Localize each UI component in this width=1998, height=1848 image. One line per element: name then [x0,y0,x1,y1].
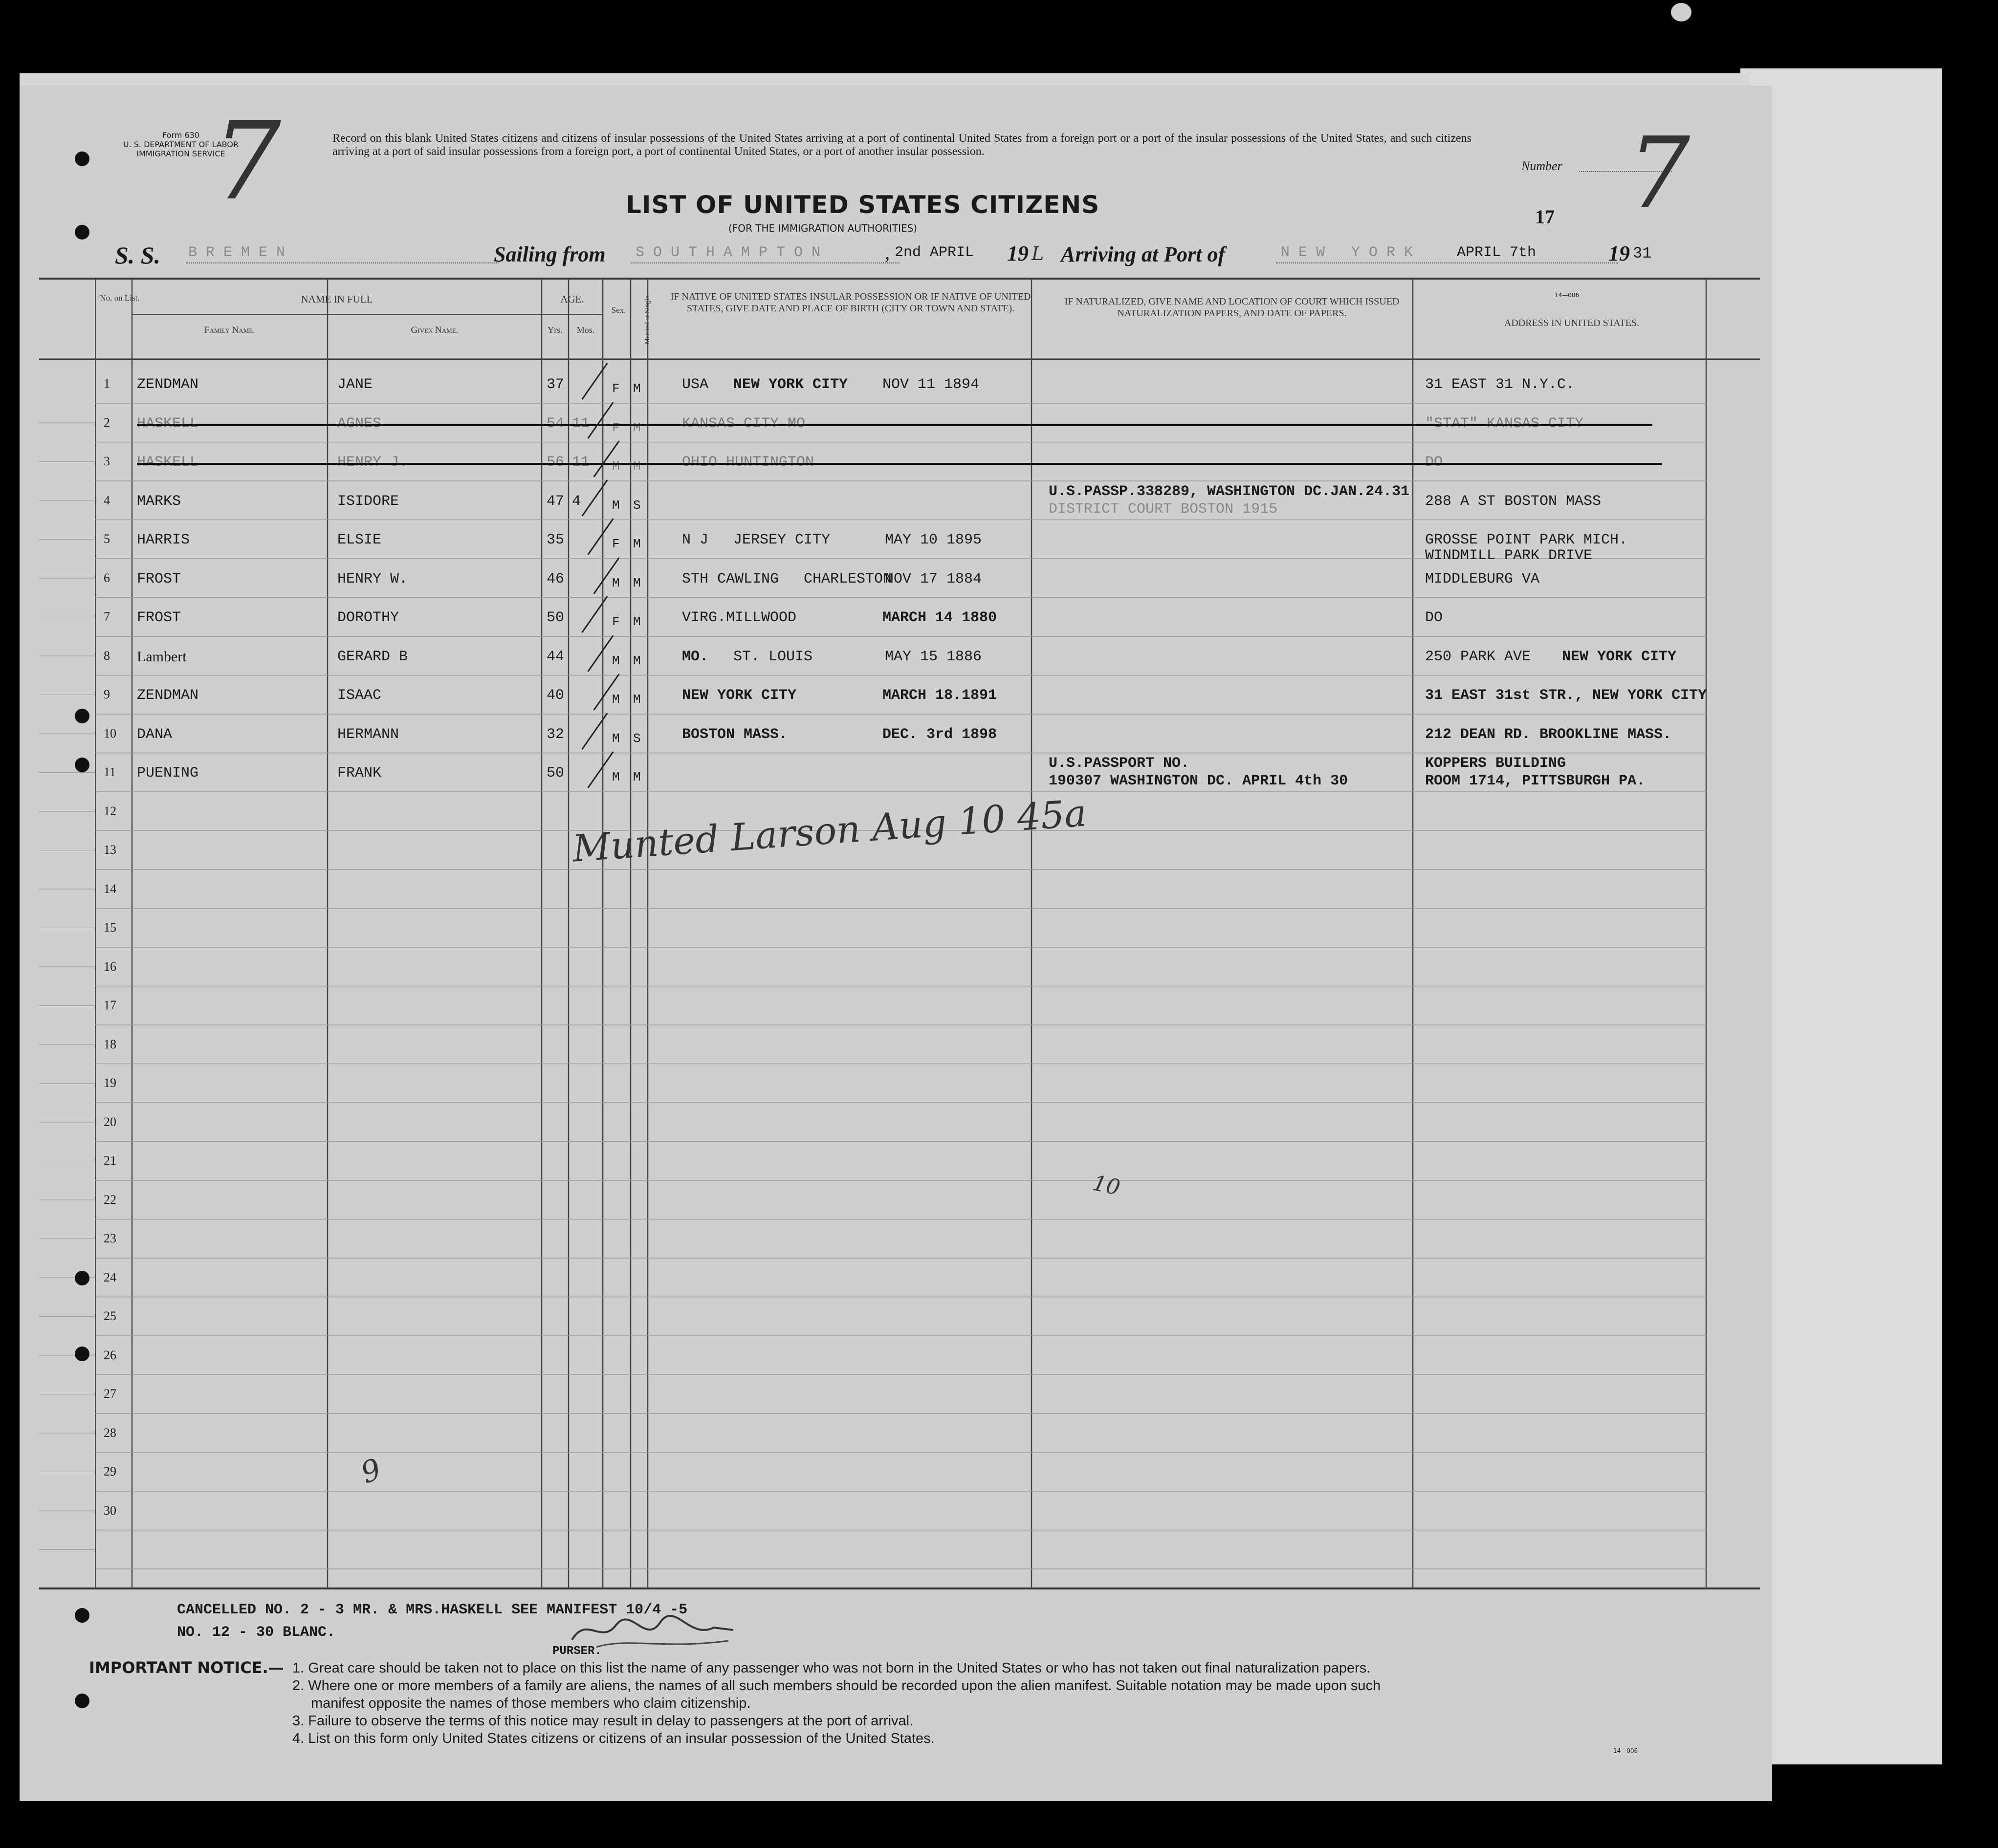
row-number: 24 [104,1270,116,1284]
address: KOPPERS BUILDING [1425,755,1566,772]
given-name: DOROTHY [337,609,399,626]
header-birth: IF NATIVE OF UNITED STATES INSULAR POSSESSION OR IF NATIVE OF UNITED STATES, GIVE DATE AND PLACE OF BIRTH (CITY OR TOWN AND STATE). [670,291,1031,314]
family-name: HASKELL [137,454,199,471]
instructions-text: Record on this blank United States citizens and citizens of insular possessions of the United States arriving at a port of continental United States from a foreign port or a port of the insular possessions of the United States, and such citizens arriving at a port of said insular possessions from a foreign port, a port of continental United States, or a port of another insular possession. [332,132,1471,158]
family-name: ZENDMAN [137,376,199,393]
check-mark [587,751,614,788]
address: 288 A ST BOSTON MASS [1425,493,1602,510]
sailing-label: Sailing from [494,242,606,266]
comma-1: , [885,241,890,263]
family-name: HARRIS [137,532,190,548]
row-number: 29 [104,1464,116,1478]
family-name: FROST [137,609,181,626]
row-number: 15 [104,920,116,935]
marital-status: M [633,381,641,396]
row-number: 26 [104,1348,116,1362]
notice-2: 2. Where one or more members of a family are aliens, the names of all such members should be recorded upon the alien manifest. Suitable notation may be made upon such [292,1678,1381,1694]
address: 31 EAST 31 N.Y.C. [1425,376,1575,393]
header-address: ADDRESS IN UNITED STATES. [1504,318,1640,328]
number-label: Number [1521,159,1562,173]
print-code-top: 14—006 [1555,292,1580,299]
marital-status: M [633,653,641,668]
row-number: 19 [104,1076,116,1090]
address-line-2: WINDMILL PARK DRIVE [1425,547,1593,564]
row-number: 11 [104,765,116,779]
address: 212 DEAN RD. BROOKLINE MASS. [1425,726,1672,743]
address-emphasis: NEW YORK CITY [1562,648,1677,665]
sailing-port: SOUTHAMPTON [636,244,830,261]
arrival-year-prefix: 19 [1608,241,1630,265]
given-name: JANE [337,376,373,393]
sex: M [612,498,620,513]
birth-place: OHIO HUNTINGTON [682,454,814,471]
form-number: Form 630 [162,130,199,140]
row-number: 23 [104,1231,116,1245]
given-name: HENRY J. [337,454,408,471]
sex: M [612,459,620,474]
row-number: 27 [104,1387,116,1401]
header-given-name: Given Name. [411,325,459,335]
given-name: AGNES [337,415,382,432]
birth-date: MAY 10 1895 [885,532,982,548]
notice-4: 4. List on this form only United States citizens or citizens of an insular possession of the United States. [292,1731,935,1746]
row-number: 22 [104,1192,116,1207]
sex: M [612,653,620,668]
row-number: 21 [104,1153,116,1168]
age-years: 40 [547,687,565,704]
row-number: 3 [104,454,110,468]
birth-city: ST. LOUIS [733,648,813,665]
print-code-bottom: 14—006 [1613,1747,1638,1754]
corner-blot [1671,3,1691,22]
header-naturalized: IF NATURALIZED, GIVE NAME AND LOCATION OF COURT WHICH ISSUED NATURALIZATION PAPERS, AND DATE OF PAPERS. [1064,296,1400,319]
marital-status: M [633,537,641,551]
given-name: ISAAC [337,687,382,704]
birth-date: MAY 15 1886 [885,648,982,665]
header-sex: Sex. [611,305,626,315]
ship-name: BREMEN [188,244,294,261]
birth-place: STH CAWLING [682,570,779,587]
header-family-name: Family Name. [204,325,255,335]
arrival-port: NEW YORK [1281,244,1422,261]
arrival-date: APRIL 7th [1457,244,1537,261]
birth-date: NOV 11 1894 [882,376,980,393]
mark-center: 10 [1090,1170,1122,1201]
row-number: 5 [104,532,110,546]
birth-place: KANSAS CITY MO [682,415,806,432]
row-number: 2 [104,415,110,430]
age-months: 4 [572,493,581,510]
row-number: 16 [104,959,116,974]
age-months: 11 [572,454,590,471]
naturalization: U.S.PASSP.338289, WASHINGTON DC.JAN.24.31 [1049,483,1410,500]
row-number: 8 [104,648,110,663]
handwritten-sheet-number: 7 [213,99,281,224]
department-name: U. S. DEPARTMENT OF LABOR [123,140,239,149]
sex: M [612,692,620,707]
given-name: HERMANN [337,726,399,743]
marital-status: M [633,692,641,707]
row-number: 20 [104,1114,116,1129]
purser-label: PURSER. [552,1645,602,1658]
age-years: 44 [547,648,565,665]
header-mos: Mos. [576,325,595,335]
row-number: 17 [104,998,116,1012]
age-years: 47 [547,493,565,510]
check-mark [581,363,608,399]
marital-status: S [633,498,641,513]
birth-city: NEW YORK CITY [733,376,848,393]
blank-note: NO. 12 - 30 BLANC. [177,1624,336,1641]
age-years: 37 [547,376,565,393]
family-name: PUENING [137,765,199,782]
age-years: 56 [547,454,565,471]
header-no-on-list: No. on List. [100,293,140,303]
check-mark [587,635,614,672]
page-title: LIST OF UNITED STATES CITIZENS [626,191,1100,219]
row-number: 18 [104,1037,116,1051]
given-name: FRANK [337,765,382,782]
notice-2-cont: manifest opposite the names of those members who claim citizenship. [311,1696,751,1711]
important-notice-label: IMPORTANT NOTICE.— [89,1658,284,1677]
family-name: DANA [137,726,173,743]
age-years: 32 [547,726,565,743]
address: DO [1425,609,1443,626]
family-name: FROST [137,570,181,587]
sex: F [612,537,620,551]
address: GROSSE POINT PARK MICH. [1425,532,1628,548]
page-subtitle: (FOR THE IMMIGRATION AUTHORITIES) [728,222,918,234]
sex: F [612,614,620,629]
family-name: MARKS [137,493,181,510]
birth-place: N J [682,532,709,548]
header-married-or-single: Married or Single. [644,294,651,345]
sailing-year-suffix: L [1032,243,1044,264]
row-number: 14 [104,881,116,896]
age-years: 50 [547,765,565,782]
marital-status: M [633,575,641,590]
marital-status: M [633,770,641,784]
marital-status: M [633,420,641,435]
age-years: 50 [547,609,565,626]
birth-date: DEC. 3rd 1898 [882,726,997,743]
age-years: 54 [547,415,565,432]
sex: F [612,420,620,435]
given-name: ELSIE [337,532,382,548]
birth-city: CHARLESTON [804,570,892,587]
row-number: 6 [104,570,110,585]
row-number: 13 [104,843,116,857]
family-name: HASKELL [137,415,199,432]
notice-3: 3. Failure to observe the terms of this notice may result in delay to passengers at the port of arrival. [292,1713,914,1729]
birth-place: MO. [682,648,709,665]
birth-date: NOV 17 1884 [885,570,982,587]
arriving-label: Arriving at Port of [1061,242,1226,266]
naturalization-detail: DISTRICT COURT BOSTON 1915 [1049,500,1278,518]
row-number: 4 [104,493,110,507]
check-mark [581,596,608,632]
arrival-year-suffix: 31 [1633,244,1652,262]
birth-date: MARCH 18.1891 [882,687,997,704]
row-number: 7 [104,609,110,624]
check-mark [581,479,608,516]
given-name: GERARD B [337,648,408,665]
manifest-sheet [20,86,1772,1801]
row-number: 1 [104,376,110,391]
sex: M [612,575,620,590]
check-mark [587,518,614,555]
birth-place: VIRG.MILLWOOD [682,609,797,626]
check-mark [581,713,608,749]
address: "STAT" KANSAS CITY [1425,415,1584,432]
sailing-year-prefix: 19 [1007,241,1029,265]
birth-place: NEW YORK CITY [682,687,797,704]
row-number: 10 [104,726,116,740]
ss-label: S. S. [115,241,161,269]
row-number: 28 [104,1425,116,1440]
sex: F [612,381,620,396]
mark-left: 9 [356,1452,386,1491]
address: 31 EAST 31st STR., NEW YORK CITY [1425,687,1707,704]
row-number: 12 [104,804,116,818]
family-name: ZENDMAN [137,687,199,704]
naturalization-detail: 190307 WASHINGTON DC. APRIL 4th 30 [1049,773,1348,789]
address: MIDDLEBURG VA [1425,570,1540,587]
naturalization: U.S.PASSPORT NO. [1049,755,1190,772]
family-name: Lambert [137,648,187,665]
cancel-strike-line [137,463,1662,465]
age-years: 35 [547,532,565,548]
stamp-number: 17 [1535,206,1555,228]
row-number: 25 [104,1309,116,1323]
given-name: ISIDORE [337,493,399,510]
birth-place: BOSTON MASS. [682,726,788,743]
marital-status: M [633,614,641,629]
header-age: AGE. [560,293,584,305]
address-line-2: ROOM 1714, PITTSBURGH PA. [1425,773,1646,789]
age-years: 46 [547,570,565,587]
birth-date: MARCH 14 1880 [882,609,997,626]
passenger-rows [20,86,1772,1801]
row-number: 30 [104,1503,116,1518]
address: DO [1425,454,1443,471]
number-value: 7 [1628,116,1691,230]
header-name-in-full: NAME IN FULL [301,293,373,305]
sailing-date: 2nd APRIL [895,244,974,261]
signature-row-12: Munted Larson Aug 10 45a [571,791,1088,870]
service-name: IMMIGRATION SERVICE [136,149,225,158]
age-months: 11 [572,415,590,432]
sex: M [612,770,620,784]
cancel-strike-line [137,424,1652,426]
birth-place: USA [682,376,709,393]
header-yrs: Yrs. [548,325,563,335]
sex: M [612,731,620,746]
notice-1: 1. Great care should be taken not to place on this list the name of any passenger who was not born in the United States or who has not taken out final naturalization papers. [292,1660,1371,1676]
marital-status: M [633,459,641,474]
marital-status: S [633,731,641,746]
check-mark [587,402,614,438]
given-name: HENRY W. [337,570,408,587]
row-number: 9 [104,687,110,701]
cancelled-note: CANCELLED NO. 2 - 3 MR. & MRS.HASKELL SEE MANIFEST 10/4 -5 [177,1602,688,1618]
address: 250 PARK AVE [1425,648,1531,665]
birth-city: JERSEY CITY [733,532,831,548]
